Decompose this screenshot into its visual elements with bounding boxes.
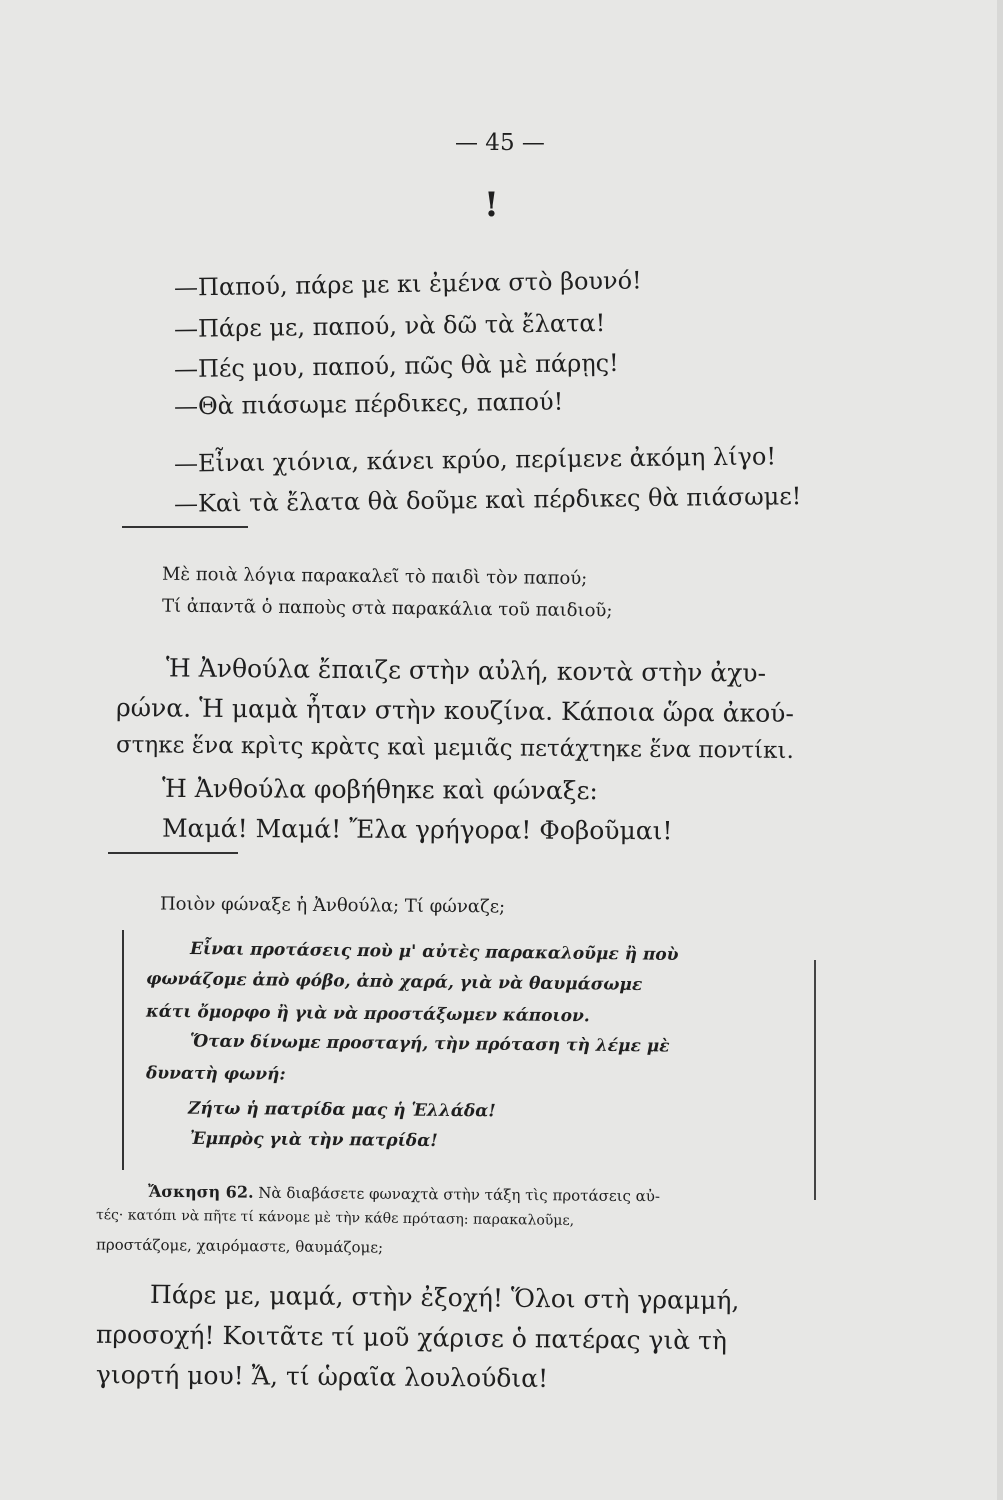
divider-rule (122, 526, 248, 528)
rule-line: δυνατὴ φωνή: (145, 1063, 286, 1085)
exercise-line (148, 1182, 660, 1205)
question-line: Τί ἀπαντᾶ ὁ παποὺς στὰ παρακάλια τοῦ παιδιοῦ; (161, 595, 613, 622)
story-line: στηκε ἕνα κρὶτς κρὰτς καὶ μεμιᾶς πετάχτηκε ἕνα ποντίκι. (115, 732, 794, 764)
rule-line: Εἶναι προτάσεις ποὺ μ' αὐτὲς παρακαλοῦμε ἢ ποὺ (189, 939, 679, 965)
final-text-line: Πάρε με, μαμά, στὴν ἐξοχή! Ὅλοι στὴ γραμμή, (149, 1279, 740, 1316)
divider-rule (108, 852, 238, 854)
exercise-text: Νὰ διαβάσετε φωναχτὰ στὴν τάξη τὶς προτάσεις αὐ- (258, 1183, 661, 1206)
rule-line: φωνάζομε ἀπὸ φόβο, ἀπὸ χαρά, γιὰ νὰ θαυμάσωμε (145, 968, 643, 996)
exercise-line: προστάζομε, χαιρόμαστε, θαυμάζομε; (95, 1235, 384, 1257)
rule-line: Ὅταν δίνωμε προσταγή, τὴν πρόταση τὴ λέμε μὲ (189, 1031, 670, 1057)
story-line: Ἡ Ἀνθούλα φοβήθηκε καὶ φώναξε: (161, 773, 598, 806)
dialogue-line: —Παπού, πάρε με κι ἐμένα στὸ βουνό! (173, 266, 642, 302)
dialogue-line: —Θὰ πιάσωμε πέρδικες, παπού! (173, 387, 564, 421)
dialogue-line: —Πές μου, παπού, πῶς θὰ μὲ πάρῃς! (173, 348, 619, 384)
story-line: Ἡ Ἀνθούλα ἔπαιζε στὴν αὐλή, κοντὰ στὴν ἀχυ- (165, 653, 767, 688)
dialogue-line: —Πάρε με, παπού, νὰ δῶ τὰ ἔλατα! (173, 308, 606, 344)
exercise-line: τές· κατόπι νὰ πῆτε τί κάνομε μὲ τὴν κάθε πρόταση: παρακαλοῦμε, (95, 1207, 575, 1229)
story-line: Μαμά! Μαμά! Ἔλα γρήγορα! Φοβοῦμαι! (161, 813, 673, 846)
rule-example: Ζήτω ἡ πατρίδα μας ἡ Ἑλλάδα! (187, 1098, 496, 1122)
dialogue-line: —Εἶναι χιόνια, κάνει κρύο, περίμενε ἀκόμη λίγο! (173, 442, 777, 478)
question-line: Μὲ ποιὰ λόγια παρακαλεῖ τὸ παιδὶ τὸν παπού; (161, 563, 588, 590)
page-number: — 45 — (455, 130, 545, 156)
question-line: Ποιὸν φώναξε ἡ Ἀνθούλα; Τί φώναζε; (159, 893, 506, 918)
story-line: ρώνα. Ἡ μαμὰ ἦταν στὴν κουζίνα. Κάποια ὥρα ἀκού- (115, 693, 794, 728)
dialogue-line: —Καὶ τὰ ἔλατα θὰ δοῦμε καὶ πέρδικες θὰ πιάσωμε! (173, 482, 802, 518)
final-text-line: προσοχή! Κοιτᾶτε τί μοῦ χάρισε ὁ πατέρας γιὰ τὴ (95, 1319, 728, 1356)
section-mark: ! (484, 185, 499, 225)
final-text-line: γιορτή μου! Ἄ, τί ὡραῖα λουλούδια! (95, 1360, 549, 1393)
rule-example: Ἐμπρὸς γιὰ τὴν πατρίδα! (189, 1128, 438, 1152)
exercise-label: Ἄσκηση 62. (147, 1181, 254, 1202)
rule-line: κάτι ὄμορφο ἢ γιὰ νὰ προστάξωμεν κάποιον. (145, 1001, 590, 1027)
page-edge-shadow (997, 0, 1003, 1500)
